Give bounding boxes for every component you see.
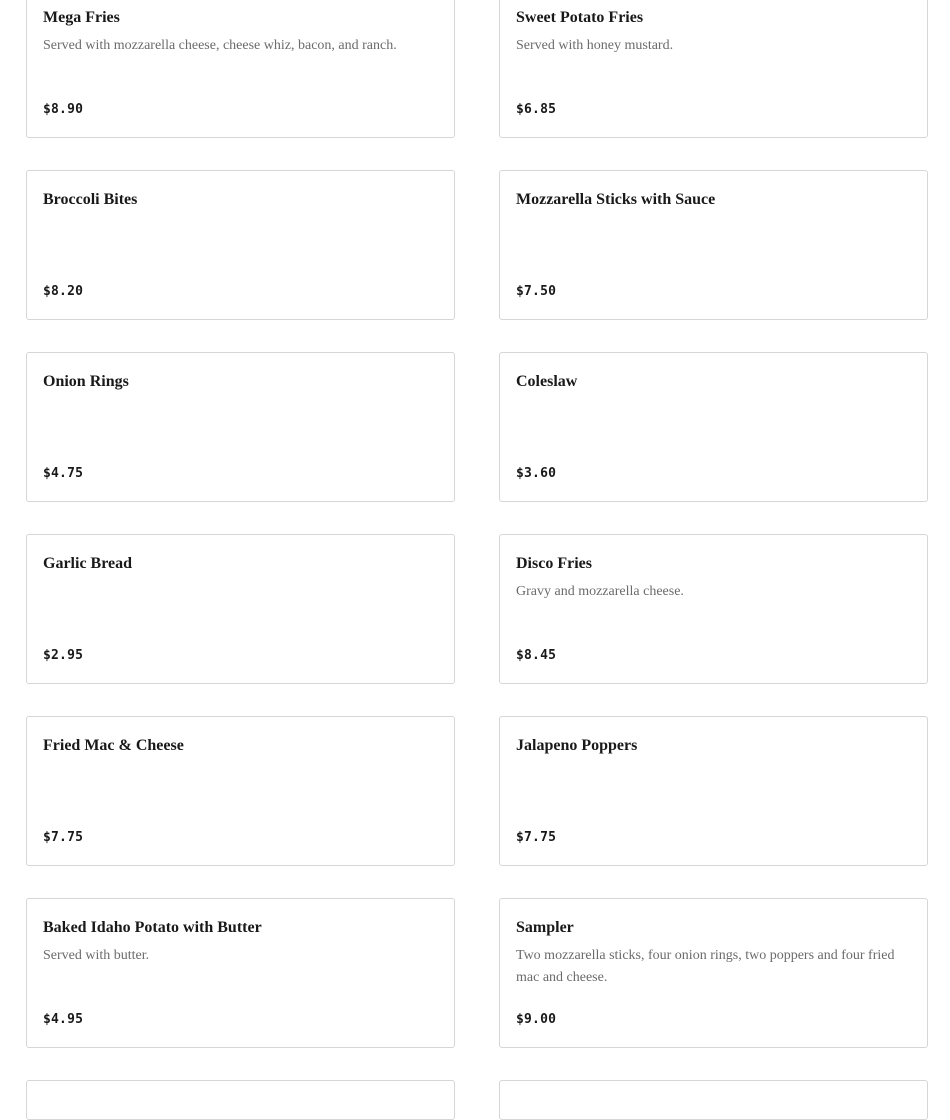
menu-item-description: Gravy and mozzarella cheese.: [516, 584, 684, 599]
menu-item-price: $8.90: [43, 102, 84, 117]
menu-item-name: Sampler: [516, 919, 574, 936]
menu-item-card[interactable]: [26, 716, 455, 866]
menu-item-card[interactable]: [499, 898, 928, 1048]
menu-item-card[interactable]: [499, 0, 928, 138]
menu-item-card[interactable]: [499, 1080, 928, 1120]
menu-item-name: Baked Idaho Potato with Butter: [43, 919, 262, 936]
menu-item-name: Mozzarella Sticks with Sauce: [516, 191, 716, 208]
menu-item-card[interactable]: [26, 534, 455, 684]
menu-item-card[interactable]: [499, 534, 928, 684]
menu-item-name: Onion Rings: [43, 373, 129, 390]
menu-item-description: Two mozzarella sticks, four onion rings, two poppers and four fried mac and cheese.: [516, 948, 895, 985]
menu-item-price: $7.50: [516, 284, 557, 299]
menu-item-card[interactable]: [499, 716, 928, 866]
menu-item-description: Served with butter.: [43, 948, 150, 963]
menu-item-name: Sweet Potato Fries: [516, 9, 644, 26]
menu-item-price: $9.00: [516, 1012, 557, 1027]
menu-item-card[interactable]: [499, 352, 928, 502]
menu-item-price: $2.95: [43, 648, 84, 663]
menu-item-price: $7.75: [516, 830, 557, 845]
menu-item-description: Served with honey mustard.: [516, 38, 674, 53]
menu-item-name: Garlic Bread: [43, 555, 133, 572]
menu-item-description: Served with mozzarella cheese, cheese whiz, bacon, and ranch.: [43, 38, 397, 53]
menu-item-card[interactable]: [26, 352, 455, 502]
menu-item-name: Jalapeno Poppers: [516, 737, 638, 754]
menu-item-price: $7.75: [43, 830, 84, 845]
menu-item-name: Disco Fries: [516, 555, 592, 572]
menu-item-card[interactable]: [26, 898, 455, 1048]
menu-item-card[interactable]: [26, 0, 455, 138]
menu-item-price: $4.95: [43, 1012, 84, 1027]
menu-item-card[interactable]: [26, 1080, 455, 1120]
menu-item-price: $8.45: [516, 648, 557, 663]
menu-item-card[interactable]: [499, 170, 928, 320]
menu-item-card[interactable]: [26, 170, 455, 320]
menu-item-name: Coleslaw: [516, 373, 578, 390]
menu-item-price: $3.60: [516, 466, 557, 481]
menu-item-price: $4.75: [43, 466, 84, 481]
menu-item-price: $6.85: [516, 102, 557, 117]
menu-item-name: Broccoli Bites: [43, 191, 138, 208]
menu-item-price: $8.20: [43, 284, 84, 299]
menu-item-name: Fried Mac & Cheese: [43, 737, 184, 754]
menu-items-grid: [26, 0, 928, 1120]
menu-item-name: Mega Fries: [43, 9, 120, 26]
